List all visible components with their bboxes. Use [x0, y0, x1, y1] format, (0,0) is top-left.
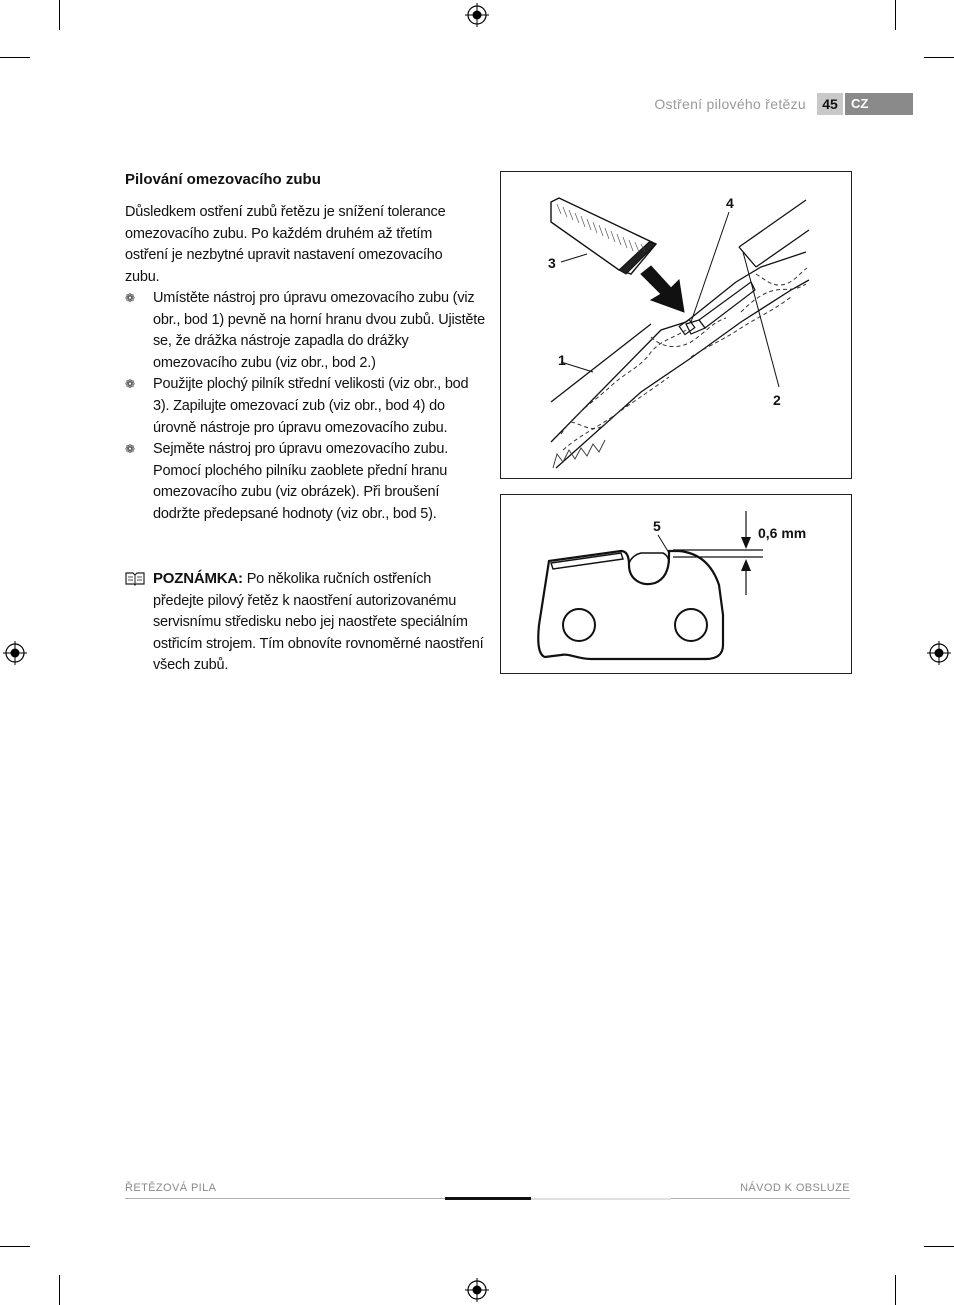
- label-4: 4: [726, 195, 734, 211]
- section-heading: Pilování omezovacího zubu: [125, 171, 321, 188]
- instruction-list: [125, 288, 485, 526]
- crop-mark: [59, 1275, 60, 1305]
- intro-paragraph: Důsledkem ostření zubů řetězu je snížení tolerance omezovacího zubu. Po každém druhém až třetím ostření je nezbytné upravit nastavení omezovacího zubu.: [125, 204, 446, 285]
- label-5: 5: [653, 518, 661, 534]
- flat-file-shape: [551, 198, 656, 274]
- gear-bullet-icon: ❁: [125, 442, 135, 457]
- crop-mark: [0, 57, 30, 58]
- step-text: Sejměte nástroj pro úpravu omezovacího zubu. Pomocí plochého pilníku zaoblete přední hranu omezovacího zubu (viz obrázek). Při broušení dodržte předepsané hodnoty (viz obr., bod 5).: [153, 441, 449, 522]
- page-number: 45: [817, 93, 843, 115]
- footer-manual-title: NÁVOD K OBSLUZE: [740, 1182, 850, 1194]
- crop-mark: [895, 0, 896, 30]
- crop-mark: [0, 1246, 30, 1247]
- footer-product-name: ŘETĚZOVÁ PILA: [125, 1182, 217, 1194]
- registration-mark-icon: [465, 3, 489, 27]
- footer-divider-accent: [445, 1197, 531, 1200]
- gear-bullet-icon: ❁: [125, 377, 135, 392]
- book-note-icon: [125, 571, 145, 586]
- step-text: Umístěte nástroj pro úpravu omezovacího zubu (viz obr., bod 1) pevně na horní hranu dvou zubů. Ujistěte se, že drážka nástroje zapadla do drážky omezovacího zubu (viz obr., bod 2.): [153, 290, 485, 371]
- list-item: [125, 288, 485, 374]
- depth-gauge-illustration: [501, 172, 851, 478]
- registration-mark-icon: [3, 641, 27, 665]
- note-label: POZNÁMKA:: [153, 570, 243, 587]
- crop-mark: [895, 1275, 896, 1305]
- label-1: 1: [558, 352, 566, 368]
- figure-depth-gauge-filing: [500, 171, 852, 479]
- crop-mark: [59, 0, 60, 30]
- note-block: [125, 568, 485, 677]
- label-2: 2: [773, 392, 781, 408]
- step-text: Použijte plochý pilník střední velikosti (viz obr., bod 3). Zapilujte omezovací zub (viz obr., bod 4) do úrovně nástroje pro úpravu omezovacího zubu.: [153, 376, 469, 436]
- crop-mark: [924, 1246, 954, 1247]
- chain-link-illustration: [501, 495, 851, 673]
- list-item: [125, 439, 485, 525]
- registration-mark-icon: [927, 641, 951, 665]
- figure-chain-link-profile: [500, 494, 852, 674]
- running-header-title: Ostření pilového řetězu: [654, 96, 806, 112]
- footer-divider-light: [531, 1198, 671, 1200]
- note-text: Po několika ručních ostřeních předejte pilový řetěz k naostření autorizovanému servisnímu středisku nebo jej naostřete speciálním ostřicím strojem. Tím obnovíte rovnoměrné naostření všech zubů.: [153, 571, 484, 674]
- registration-mark-icon: [465, 1278, 489, 1302]
- list-item: [125, 374, 485, 439]
- language-tab: CZ: [845, 93, 913, 115]
- crop-mark: [924, 57, 954, 58]
- label-3: 3: [548, 255, 556, 271]
- gear-bullet-icon: ❁: [125, 291, 135, 305]
- dimension-label: 0,6 mm: [758, 525, 807, 541]
